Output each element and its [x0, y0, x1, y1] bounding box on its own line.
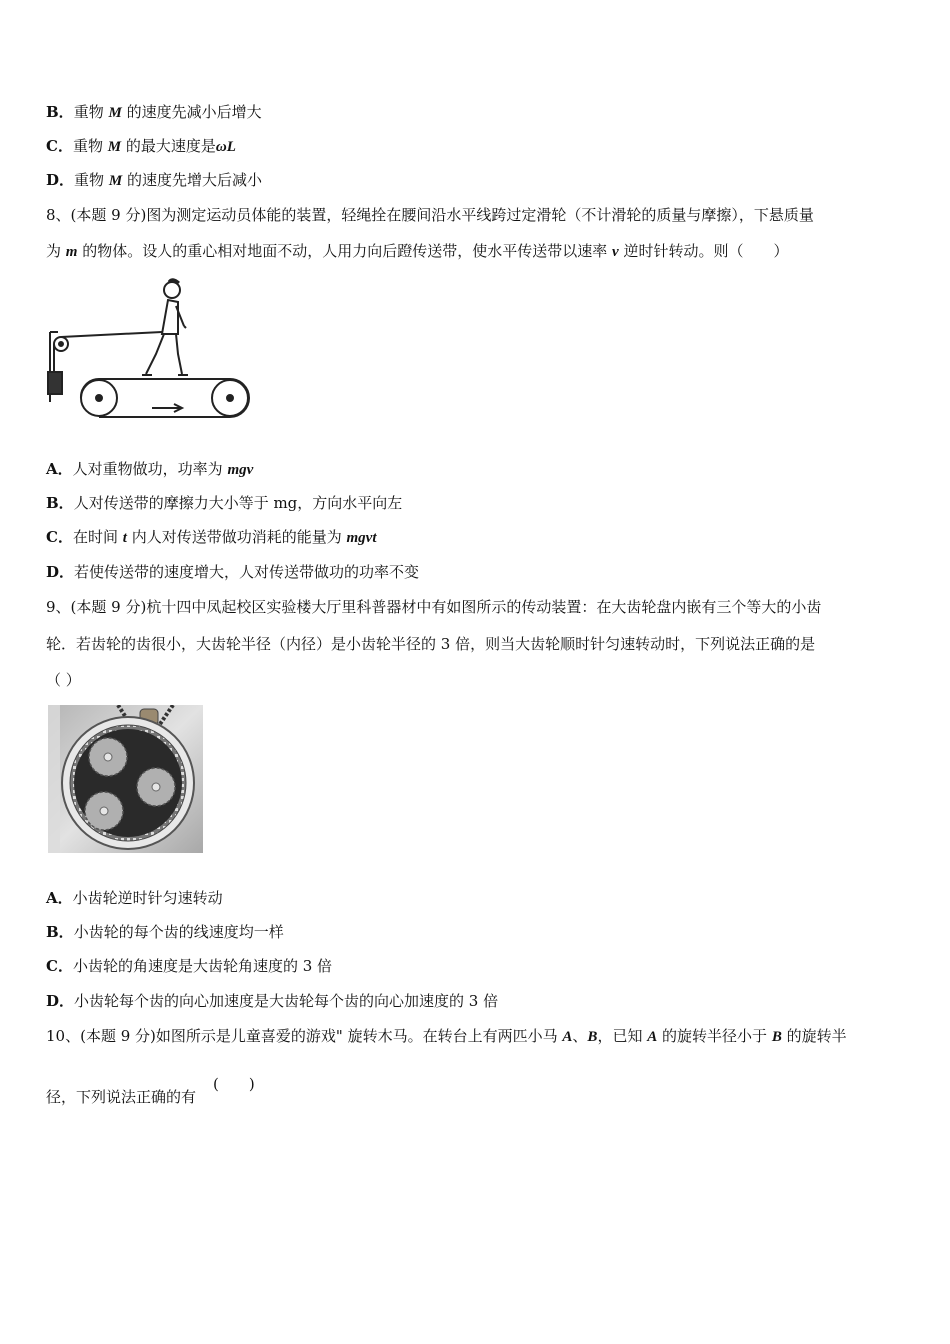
- gear-photo: [48, 705, 203, 853]
- q8-option-d: D．若使传送带的速度增大，人对传送带做功的功率不变: [46, 563, 420, 581]
- treadmill-figure: [44, 274, 254, 424]
- q8-option-b: B．人对传送带的摩擦力大小等于 mg，方向水平向左: [46, 494, 403, 512]
- q9-stem-line2: 轮．若齿轮的齿很小，大齿轮半径（内径）是小齿轮半径的 3 倍，则当大齿轮顺时针匀速转动时，下列说法正确的是: [46, 635, 816, 653]
- q9-stem-line1: 9、(本题 9 分)杭十四中凤起校区实验楼大厅里科普器材中有如图所示的传动装置：在大齿轮盘内嵌有三个等大的小齿: [46, 598, 822, 616]
- q7-option-d: D．重物 M 的速度先增大后减小: [46, 171, 262, 189]
- q9-option-c: C．小齿轮的角速度是大齿轮角速度的 3 倍: [46, 957, 333, 975]
- q8-option-a: A．人对重物做功，功率为 mgv: [46, 460, 254, 478]
- q9-option-d: D．小齿轮每个齿的向心加速度是大齿轮每个齿的向心加速度的 3 倍: [46, 992, 499, 1010]
- q9-option-b: B．小齿轮的每个齿的线速度均一样: [46, 923, 284, 941]
- q10-stem-line1: 10、(本题 9 分)如图所示是儿童喜爱的游戏" 旋转木马。在转台上有两匹小马 A、B，已知 A 的旋转半径小于 B 的旋转半: [46, 1027, 847, 1045]
- q7-option-c: C．重物 M 的最大速度是ωL: [46, 137, 236, 155]
- q8-stem-line1: 8、(本题 9 分)图为测定运动员体能的装置，轻绳拴在腰间沿水平线跨过定滑轮（不计滑轮的质量与摩擦），下悬质量: [46, 206, 814, 224]
- q10-stem-line2: 径，下列说法正确的有: [46, 1088, 197, 1106]
- q8-option-c: C．在时间 t 内人对传送带做功消耗的能量为 mgvt: [46, 528, 377, 546]
- q10-answer-paren: ( ): [213, 1075, 255, 1093]
- q9-stem-line3: （ ）: [46, 671, 81, 689]
- q7-option-b: B．重物 M 的速度先减小后增大: [46, 103, 262, 121]
- q9-option-a: A．小齿轮逆时针匀速转动: [46, 889, 223, 907]
- q8-stem-line2: 为 m 的物体。设人的重心相对地面不动，人用力向后蹬传送带，使水平传送带以速率 v 逆时针转动。则（ ）: [46, 242, 789, 260]
